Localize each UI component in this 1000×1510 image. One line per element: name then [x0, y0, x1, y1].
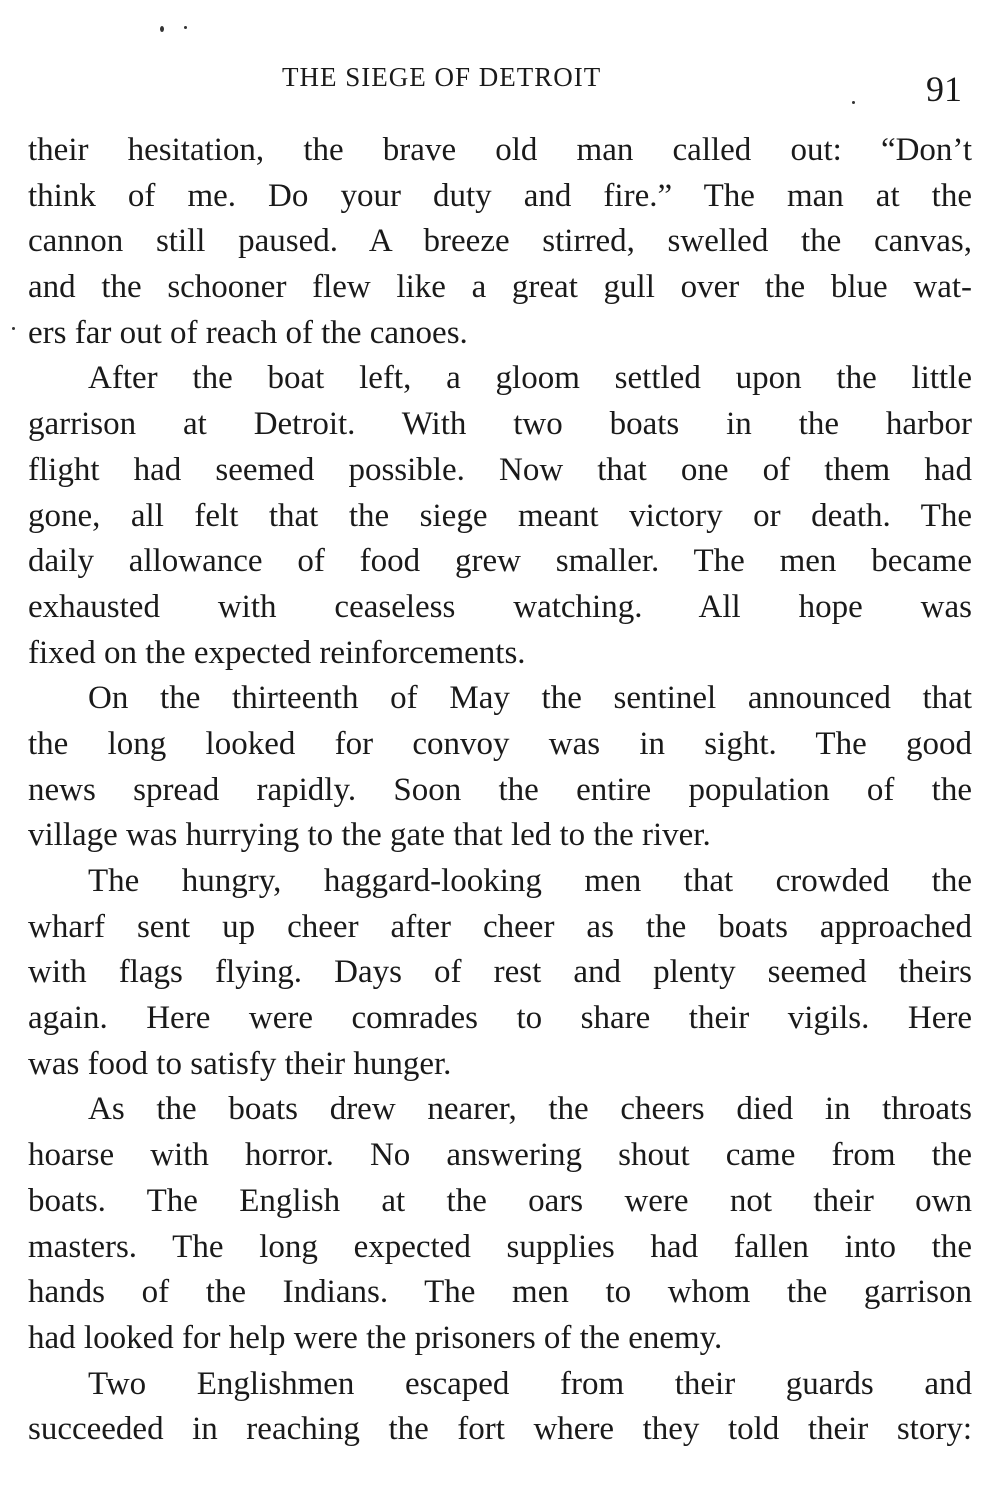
text-line: As the boats drew nearer, the cheers died in throats: [88, 1091, 972, 1128]
text-line: cannon still paused. A breeze stirred, swelled the canvas,: [28, 223, 972, 260]
print-speck: [160, 26, 164, 32]
text-line: On the thirteenth of May the sentinel announced that: [88, 680, 972, 717]
text-line: their hesitation, the brave old man called out: “Don’t: [28, 132, 972, 168]
text-line: village was hurrying to the gate that led to the river.: [28, 817, 711, 854]
print-speck: [184, 26, 187, 29]
text-line: garrison at Detroit. With two boats in the harbor: [28, 406, 972, 443]
text-line: exhausted with ceaseless watching. All hope was: [28, 588, 972, 625]
text-line: had looked for help were the prisoners of the enemy.: [28, 1319, 723, 1356]
text-line: news spread rapidly. Soon the entire population of the: [28, 771, 972, 808]
text-line: daily allowance of food grew smaller. The men became: [28, 543, 972, 580]
text-line: After the boat left, a gloom settled upon the little: [88, 360, 972, 397]
print-speck: [852, 101, 855, 104]
text-line: succeeded in reaching the fort where they told their story:: [28, 1411, 972, 1448]
text-line: The hungry, haggard-looking men that crowded the: [88, 863, 972, 899]
text-line: boats. The English at the oars were not their own: [28, 1182, 972, 1219]
text-line: gone, all felt that the siege meant victory or death. The: [28, 497, 972, 534]
text-line: the long looked for convoy was in sight. The good: [28, 725, 972, 762]
running-header: [0, 58, 1000, 109]
text-line: hoarse with horror. No answering shout came from the: [28, 1137, 972, 1174]
page-number: 91: [926, 69, 962, 109]
body-text: [28, 128, 972, 1453]
text-line: and the schooner flew like a great gull over the blue wat-: [28, 269, 972, 306]
text-line: with flags flying. Days of rest and plenty seemed theirs: [28, 954, 972, 991]
text-line: fixed on the expected reinforcements.: [28, 634, 526, 671]
text-line: Two Englishmen escaped from their guards and: [88, 1365, 972, 1402]
print-speck: [12, 327, 15, 330]
text-line: masters. The long expected supplies had fallen into the: [28, 1228, 972, 1265]
text-line: flight had seemed possible. Now that one of them had: [28, 451, 972, 488]
text-line: think of me. Do your duty and fire.” The man at the: [28, 177, 972, 214]
text-line: wharf sent up cheer after cheer as the boats approached: [28, 908, 972, 945]
text-line: ers far out of reach of the canoes.: [28, 314, 468, 351]
text-line: hands of the Indians. The men to whom the garrison: [28, 1274, 972, 1311]
text-line: again. Here were comrades to share their vigils. Here: [28, 1000, 972, 1037]
text-line: was food to satisfy their hunger.: [28, 1045, 452, 1082]
running-title: THE SIEGE OF DETROIT: [282, 62, 602, 92]
